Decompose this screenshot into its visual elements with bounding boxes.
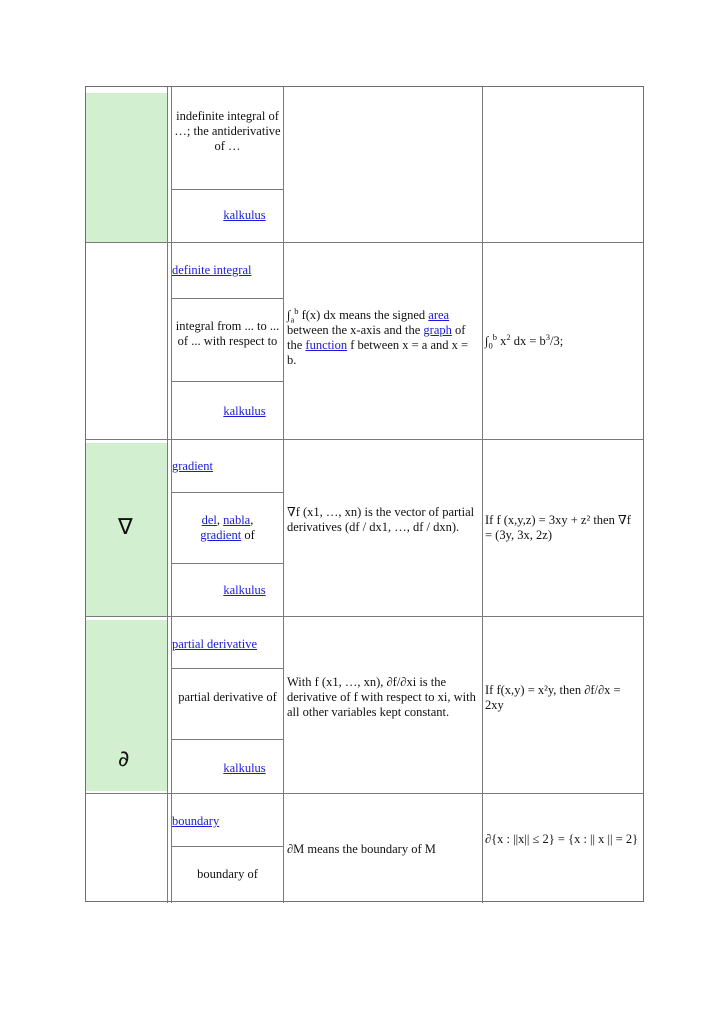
category-link[interactable]: kalkulus bbox=[223, 404, 266, 418]
category-link[interactable]: kalkulus bbox=[223, 208, 266, 222]
category-cell bbox=[172, 761, 283, 776]
explanation-cell bbox=[287, 305, 480, 368]
category-cell bbox=[172, 404, 283, 419]
name-cell bbox=[172, 637, 283, 652]
explanation-text: ∇f (x1, …, xn) is the vector of partial derivatives (df / dx1, …, df / dxn). bbox=[287, 505, 475, 534]
example-text: x bbox=[496, 334, 507, 348]
integral-sign: ∫ bbox=[287, 308, 291, 322]
partial-symbol: ∂ bbox=[118, 747, 130, 772]
explanation-cell bbox=[287, 675, 480, 720]
name-link[interactable]: definite integral bbox=[172, 263, 252, 277]
del-link[interactable]: del bbox=[201, 513, 217, 527]
reading-text: boundary of bbox=[197, 867, 258, 881]
integral-upper: b bbox=[294, 305, 299, 316]
example-cell bbox=[485, 331, 640, 351]
example-text: If f (x,y,z) = 3xy + z² then ∇f = (3y, 3x, 2z) bbox=[485, 513, 631, 542]
example-text: ∂{x : ||x|| ≤ 2} = {x : || x || = 2} bbox=[485, 832, 639, 846]
category-link[interactable]: kalkulus bbox=[223, 583, 266, 597]
explanation-text: f(x) dx means the signed bbox=[298, 308, 429, 322]
reading-cell bbox=[172, 867, 283, 882]
name-link[interactable]: boundary bbox=[172, 814, 220, 828]
reading-cell bbox=[172, 109, 283, 154]
example-cell bbox=[485, 683, 640, 713]
integral-upper: b bbox=[492, 331, 497, 342]
reading-text: indefinite integral of …; the antiderivative of … bbox=[174, 109, 281, 153]
function-link[interactable]: function bbox=[305, 338, 348, 352]
name-cell bbox=[172, 263, 283, 278]
name-cell bbox=[172, 814, 283, 829]
example-text: dx = b bbox=[510, 334, 546, 348]
explanation-cell bbox=[287, 842, 480, 857]
explanation-text: of the bbox=[287, 323, 466, 352]
reading-text: partial derivative of bbox=[178, 690, 277, 704]
name-link[interactable]: partial derivative bbox=[172, 637, 258, 651]
nabla-link[interactable]: nabla bbox=[223, 513, 251, 527]
nabla-symbol: ∇ bbox=[118, 515, 133, 540]
category-cell bbox=[172, 208, 283, 223]
exponent: 2 bbox=[506, 331, 511, 342]
reading-cell bbox=[172, 690, 283, 705]
explanation-text: between the x-axis and the bbox=[287, 323, 424, 337]
separator: , bbox=[216, 513, 224, 527]
name-cell bbox=[172, 459, 283, 474]
reading-cell bbox=[172, 319, 283, 349]
example-text: /3; bbox=[550, 334, 564, 348]
example-text: If f(x,y) = x²y, then ∂f/∂x = 2xy bbox=[485, 683, 621, 712]
example-cell bbox=[485, 832, 640, 847]
separator: , bbox=[250, 513, 254, 527]
reading-cell bbox=[172, 513, 283, 543]
reading-text: of bbox=[241, 528, 255, 542]
example-cell bbox=[485, 513, 640, 543]
gradient-link[interactable]: gradient bbox=[200, 528, 242, 542]
integral-lower: a bbox=[290, 314, 295, 325]
graph-link[interactable]: graph bbox=[423, 323, 452, 337]
area-link[interactable]: area bbox=[428, 308, 450, 322]
explanation-text: With f (x1, …, xn), ∂f/∂xi is the derivative of f with respect to xi, with all other variables kept constant. bbox=[287, 675, 476, 719]
explanation-text: f between x = a and x = b. bbox=[287, 338, 469, 367]
symbol-cell-bg bbox=[86, 93, 167, 243]
explanation-text: ∂M means the boundary of M bbox=[287, 842, 436, 856]
category-link[interactable]: kalkulus bbox=[223, 761, 266, 775]
explanation-cell bbox=[287, 505, 480, 535]
name-link[interactable]: gradient bbox=[172, 459, 213, 473]
exponent: 3 bbox=[545, 331, 550, 342]
reading-text: integral from ... to ... of ... with respect to bbox=[175, 319, 280, 348]
integral-lower: 0 bbox=[488, 340, 493, 351]
integral-sign: ∫ bbox=[485, 334, 489, 348]
symbol-table bbox=[85, 86, 644, 902]
category-cell bbox=[172, 583, 283, 598]
